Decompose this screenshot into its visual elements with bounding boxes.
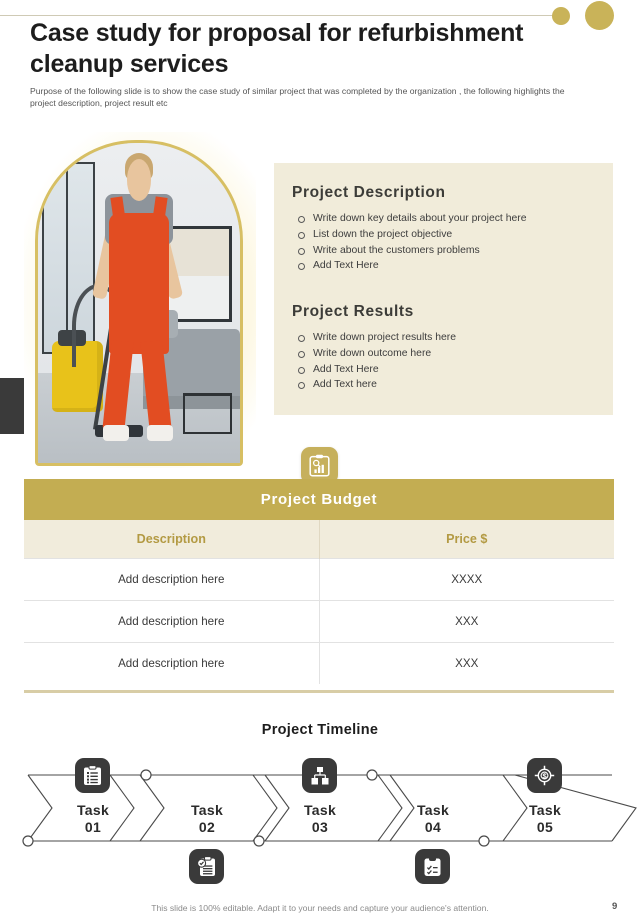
list-item: Add Text here [296, 377, 456, 393]
cell-price: XXX [319, 643, 614, 685]
cell-price: XXX [319, 601, 614, 643]
table-bottom-rule [24, 690, 614, 693]
cell-description: Add description here [24, 643, 319, 685]
page-subtitle: Purpose of the following slide is to show the case study of similar project that was completed by the organization , the following highlights the project description, project result etc [30, 86, 565, 108]
svg-text:$: $ [542, 771, 547, 781]
list-item: Write down outcome here [296, 346, 456, 362]
footer-note: This slide is 100% editable. Adapt it to your needs and capture your audience's attention. [151, 903, 489, 913]
timeline-label: Task [303, 802, 337, 818]
timeline-label: Task [528, 802, 562, 818]
project-description-heading: Project Description [292, 184, 446, 201]
table-row [24, 643, 614, 685]
page-number: 9 [612, 901, 618, 912]
page-title: Case study for proposal for refurbishment cleanup services [30, 19, 524, 78]
list-item: Write about the customers problems [296, 243, 527, 259]
project-budget-table [24, 479, 614, 684]
table-header-row [24, 520, 614, 559]
header-rule [0, 15, 566, 16]
cell-description: Add description here [24, 601, 319, 643]
org-chart-icon [302, 758, 337, 793]
project-budget-title: Project Budget [24, 479, 614, 520]
target-dollar-icon [527, 758, 562, 793]
timeline-label: Task [416, 802, 450, 818]
timeline-value: 05 [536, 819, 554, 835]
table-title-row [24, 479, 614, 520]
decor-dot-large [585, 1, 614, 30]
table-row [24, 601, 614, 643]
cell-description: Add description here [24, 559, 319, 601]
list-item: Add Text Here [296, 258, 527, 274]
project-timeline-title: Project Timeline [261, 722, 379, 738]
project-timeline [0, 752, 640, 882]
timeline-label: Task [76, 802, 110, 818]
list-item: List down the project objective [296, 227, 527, 243]
photo-inner [38, 143, 240, 463]
timeline-label: Task [190, 802, 224, 818]
timeline-node-1 [38, 802, 148, 836]
timeline-node-5 [490, 802, 600, 836]
list-item: Add Text Here [296, 362, 456, 378]
timeline-value: 03 [311, 819, 329, 835]
case-study-photo [35, 140, 243, 466]
project-description-list [296, 211, 527, 274]
cell-price: XXXX [319, 559, 614, 601]
timeline-value: 01 [84, 819, 102, 835]
timeline-value: 02 [198, 819, 216, 835]
list-item: Write down project results here [296, 330, 456, 346]
clipboard-list-icon [75, 758, 110, 793]
column-header-description: Description [24, 520, 319, 559]
timeline-node-4 [378, 802, 488, 836]
clipboard-check-badge-icon [189, 849, 224, 884]
table-row [24, 559, 614, 601]
list-item: Write down key details about your project here [296, 211, 527, 227]
timeline-value: 04 [424, 819, 442, 835]
clipboard-tasks-icon [415, 849, 450, 884]
timeline-node-2 [152, 802, 262, 836]
timeline-node-3 [265, 802, 375, 836]
column-header-price: Price $ [319, 520, 614, 559]
project-results-heading: Project Results [292, 303, 414, 320]
project-results-list [296, 330, 456, 393]
